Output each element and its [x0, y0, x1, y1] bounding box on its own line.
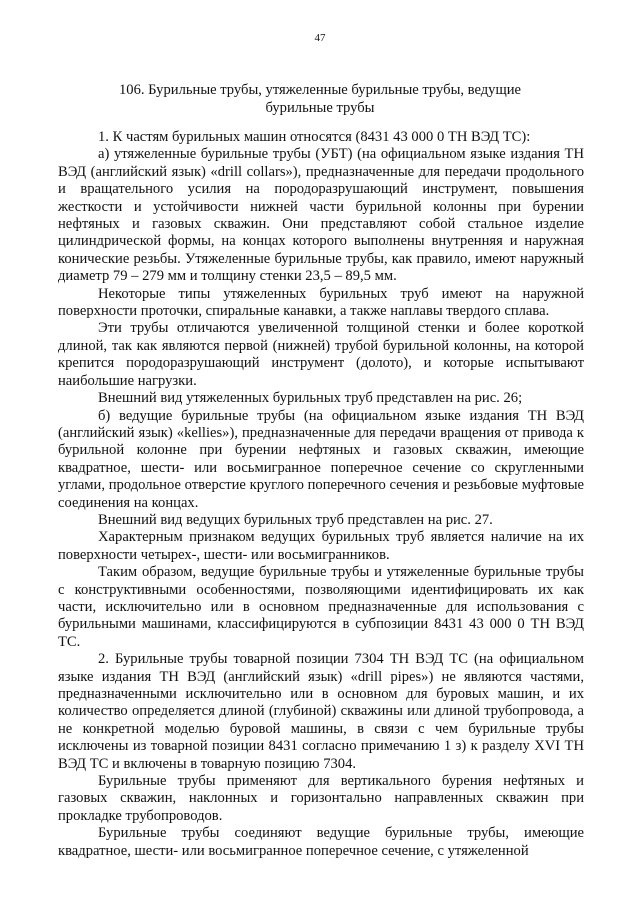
title-line-2: бурильные трубы	[265, 100, 375, 116]
paragraph-9: Таким образом, ведущие бурильные трубы и утяжеленные бурильные трубы с конструктивными особенностями, позволяющими идентифицировать их как части, исключительно или в основном предназначенные для использования с бурильными машинами, классифицируются в субпозиции 8431 43 000 0 ТН ВЭД ТС.	[58, 564, 584, 650]
paragraph-12: Бурильные трубы соединяют ведущие бурильные трубы, имеющие квадратное, шести- или восьмигранное поперечное сечение, с утяжеленной	[58, 825, 584, 859]
paragraph-7: Внешний вид ведущих бурильных труб представлен на рис. 27.	[98, 511, 493, 528]
paragraph-11: Бурильные трубы применяют для вертикального бурения нефтяных и газовых скважин, наклонных и горизонтально направленных скважин при прокладке трубопроводов.	[58, 773, 584, 824]
paragraph-10: 2. Бурильные трубы товарной позиции 7304 ТН ВЭД ТС (на официальном языке издания ТН ВЭД (английский язык) «drill pipes») не являются частями, предназначенными исключительно или в основном для буровых машин, и их количество определяется длиной (глубиной) скважины или длиной трубопровода, а не конкретной моделью буровой машины, в связи с чем бурильные трубы исключены из товарной позиции 8431 согласно примечанию 1 з) к разделу XVI ТН ВЭД ТС и включены в товарную позицию 7304.	[58, 651, 584, 772]
paragraph-5: Внешний вид утяжеленных бурильных труб представлен на рис. 26;	[98, 390, 523, 407]
paragraph-4: Эти трубы отличаются увеличенной толщиной стенки и более короткой длиной, так как являются первой (нижней) трубой бурильной колонны, на которой крепится породоразрушающий инструмент (долото), и которые испытывают наибольшие нагрузки.	[58, 320, 584, 389]
page-number: 47	[314, 32, 326, 44]
paragraph-6: б) ведущие бурильные трубы (на официальном языке издания ТН ВЭД (английский язык) «kellies»), предназначенные для передачи вращения от привода к бурильной колонне при бурении нефтяных и газовых скважин, имеющие квадратное, шести- или восьмигранное поперечное сечение со скругленными углами, продольное отверстие круглого поперечного сечения и резьбовые муфтовые соединения на концах.	[58, 407, 584, 511]
paragraph-2: а) утяжеленные бурильные трубы (УБТ) (на официальном языке издания ТН ВЭД (английский язык) «drill collars»), предназначенные для передачи продольного и вращательного усилия на породоразрушающий инструмент, повышения жесткости и устойчивости нижней части бурильной колонны при бурении нефтяных и газовых скважин. Они представляют собой стальное изделие цилиндрической формы, на концах которого выполнены внутренняя и наружная конические резьбы. Утяжеленные бурильные трубы, как правило, имеют наружный диаметр 79 – 279 мм и толщину стенки 23,5 – 89,5 мм.	[58, 146, 584, 285]
section-title	[60, 81, 580, 117]
paragraph-1: 1. К частям бурильных машин относятся (8431 43 000 0 ТН ВЭД ТС):	[98, 129, 531, 145]
body-text	[58, 129, 584, 860]
paragraph-3: Некоторые типы утяжеленных бурильных труб имеют на наружной поверхности проточки, спиральные канавки, а также наплавы твердого сплава.	[58, 285, 584, 320]
title-line-1: 106. Бурильные трубы, утяжеленные бурильные трубы, ведущие	[118, 82, 522, 98]
paragraph-8: Характерным признаком ведущих бурильных труб является наличие на их поверхности четырех-, шести- или восьмигранников.	[58, 529, 584, 563]
